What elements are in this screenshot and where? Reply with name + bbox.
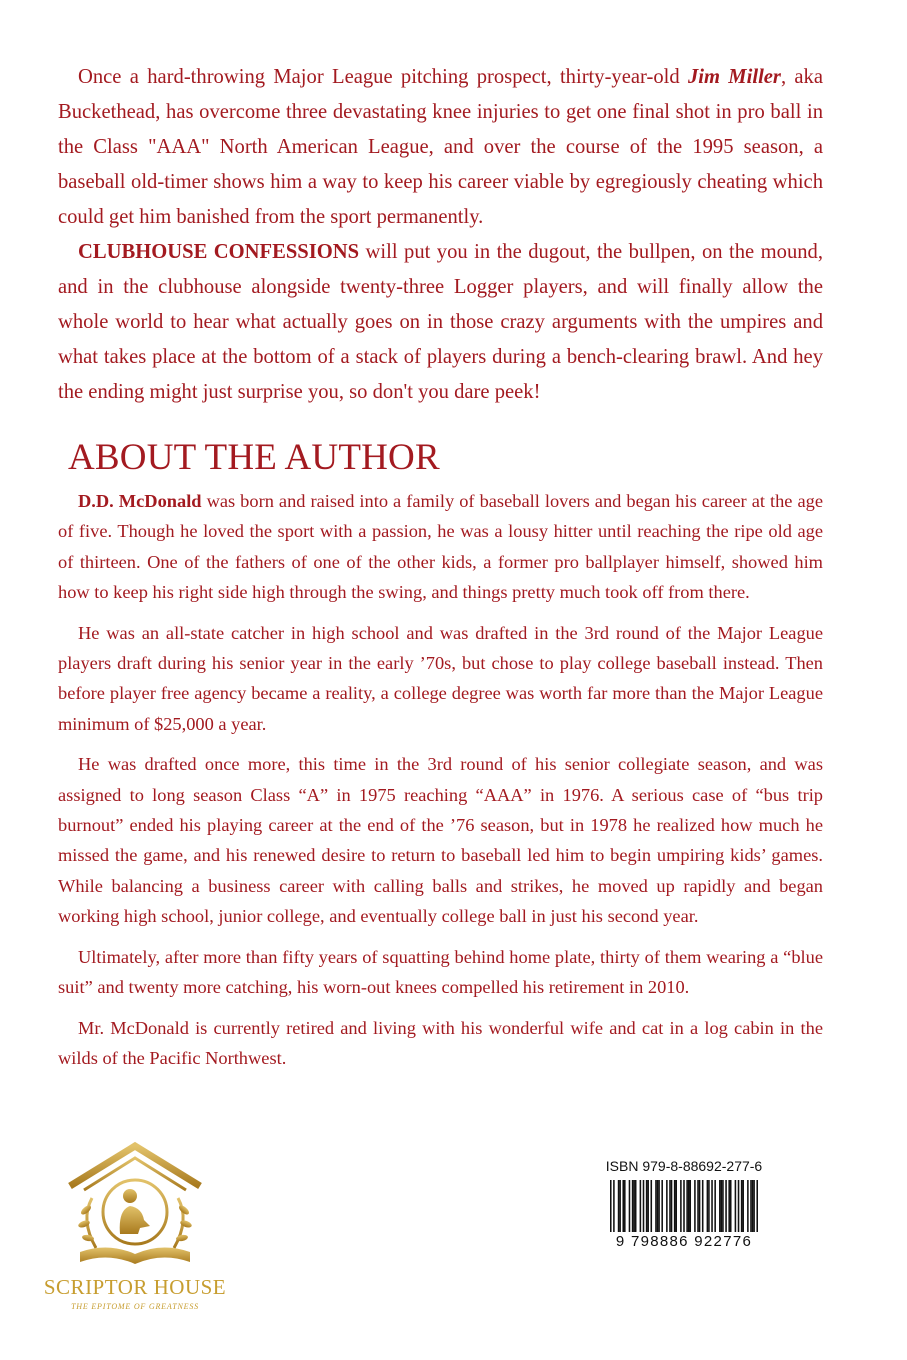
barcode-bar xyxy=(699,1180,701,1232)
barcode-bar xyxy=(747,1180,749,1232)
bio-text: was born and raised into a family of baseball lovers and began his career at the age of five. Though he loved the sport with a passion, he was a lousy hitter until reaching the ripe old age of thirteen. One of the fathers of one of the other kids, a former pro ballplayer himself, showed him how to keep his right side high through the swing, and things pretty much took off from there. xyxy=(58,491,823,603)
barcode-bar xyxy=(674,1180,676,1232)
publisher-name: SCRIPTOR HOUSE xyxy=(43,1275,227,1299)
barcode-bar xyxy=(657,1180,659,1232)
publisher-tagline: THE EPITOME OF GREATNESS xyxy=(71,1302,199,1311)
barcode-bar xyxy=(624,1180,626,1232)
barcode-bar xyxy=(646,1180,648,1232)
barcode-bar xyxy=(643,1180,645,1232)
barcode-bar xyxy=(680,1180,682,1232)
isbn-digits: 9 798886 922776 xyxy=(615,1233,753,1250)
isbn-label: ISBN 979-8-88692-277-6 xyxy=(605,1158,763,1174)
barcode-bar xyxy=(721,1180,723,1232)
blurb xyxy=(58,60,823,410)
barcode-icon xyxy=(610,1180,758,1232)
author-bio xyxy=(58,486,823,1083)
barcode-bar xyxy=(707,1180,709,1232)
barcode-bar xyxy=(666,1180,668,1232)
publisher-logo xyxy=(40,1140,230,1320)
blurb-paragraph-1 xyxy=(58,60,823,235)
barcode-bar xyxy=(714,1180,716,1232)
barcode-bar xyxy=(610,1180,612,1232)
barcode-bar xyxy=(619,1180,621,1232)
blurb-text: Once a hard-throwing Major League pitching prospect, thirty-year-old xyxy=(78,66,688,88)
barcode-bar xyxy=(694,1180,696,1232)
barcode-bar xyxy=(683,1180,685,1232)
barcode-bar xyxy=(753,1180,755,1232)
barcode-bar xyxy=(750,1180,752,1232)
blurb-text: will put you in the dugout, the bullpen, on the mound, and in the clubhouse alongside twenty-three Logger players, and will finally allow the whole world to hear what actually goes on in those crazy arguments with the umpires and what takes place at the bottom of a stack of players during a bench-clearing brawl. And hey the ending might just surprise you, so don't you dare peek! xyxy=(58,241,823,403)
barcode-bar xyxy=(725,1180,727,1232)
barcode-bar xyxy=(686,1180,688,1232)
barcode-bar xyxy=(722,1180,724,1232)
barcode-bar xyxy=(622,1180,624,1232)
barcode-bar xyxy=(738,1180,740,1232)
bio-paragraph-1 xyxy=(58,486,823,608)
author-name: D.D. McDonald xyxy=(78,491,202,511)
blurb-text: , aka Buckethead, has overcome three devastating knee injuries to get one final shot in pro ball in the Class "AAA" North American League, and over the course of the 1995 season, a baseball old-timer shows him a way to keep his career viable by egregiously cheating which could get him banished from the sport permanently. xyxy=(58,66,823,228)
barcode-bar xyxy=(730,1180,732,1232)
barcode-bar xyxy=(675,1180,677,1232)
blurb-paragraph-2 xyxy=(58,235,823,410)
barcode-bar xyxy=(613,1180,615,1232)
barcode-bar xyxy=(669,1180,671,1232)
bio-paragraph-2: He was an all-state catcher in high school and was drafted in the 3rd round of the Major League players draft during his senior year in the early ’70s, but chose to play college baseball instead. Then before player free agency became a reality, a college degree was worth far more than the Major League minimum of $25,000 a year. xyxy=(58,622,823,734)
barcode-bar xyxy=(688,1180,690,1232)
barcode-bar xyxy=(651,1180,653,1232)
barcode-bar xyxy=(655,1180,657,1232)
barcode-bar xyxy=(702,1180,704,1232)
about-heading: ABOUT THE AUTHOR xyxy=(68,437,440,478)
bio-paragraph-5: Mr. McDonald is currently retired and living with his wonderful wife and cat in a log cabin in the wilds of the Pacific Northwest. xyxy=(58,1017,823,1068)
barcode-bar xyxy=(671,1180,673,1232)
bio-paragraph-3: He was drafted once more, this time in the 3rd round of his senior collegiate season, and was assigned to long season Class “A” in 1975 reaching “AAA” in 1976. A serious case of “bus trip burnout” ended his playing career at the end of the ’76 season, but in 1978 he realized how much he missed the game, and his renewed desire to return to baseball led him to begin umpiring kids’ games. While balancing a business career with calling balls and strikes, he moved up rapidly and began working high school, junior college, and eventually college ball in just his second year. xyxy=(58,754,823,927)
barcode-bar xyxy=(635,1180,637,1232)
barcode-bar xyxy=(728,1180,730,1232)
barcode-bar xyxy=(658,1180,660,1232)
bio-paragraph-4: Ultimately, after more than fifty years of squatting behind home plate, thirty of them wearing a “blue suit” and twenty more catching, his worn-out knees compelled his retirement in 2010. xyxy=(58,946,823,998)
barcode-bar xyxy=(756,1180,758,1232)
barcode-bar xyxy=(661,1180,663,1232)
character-name: Jim Miller xyxy=(687,66,781,88)
barcode-bar xyxy=(752,1180,754,1232)
isbn-barcode xyxy=(600,1158,768,1254)
barcode-bar xyxy=(640,1180,642,1232)
barcode-bar xyxy=(741,1180,743,1232)
barcode-bar xyxy=(735,1180,737,1232)
barcode-bar xyxy=(647,1180,649,1232)
barcode-bar xyxy=(633,1180,635,1232)
barcode-bar xyxy=(742,1180,744,1232)
barcode-bar xyxy=(708,1180,710,1232)
barcode-bar xyxy=(689,1180,691,1232)
publisher-emblem-icon xyxy=(40,1140,230,1275)
barcode-bar xyxy=(711,1180,713,1232)
barcode-bar xyxy=(632,1180,634,1232)
book-title: CLUBHOUSE CONFESSIONS xyxy=(78,241,360,263)
barcode-bar xyxy=(618,1180,620,1232)
barcode-bar xyxy=(697,1180,699,1232)
barcode-bar xyxy=(719,1180,721,1232)
barcode-bar xyxy=(629,1180,631,1232)
